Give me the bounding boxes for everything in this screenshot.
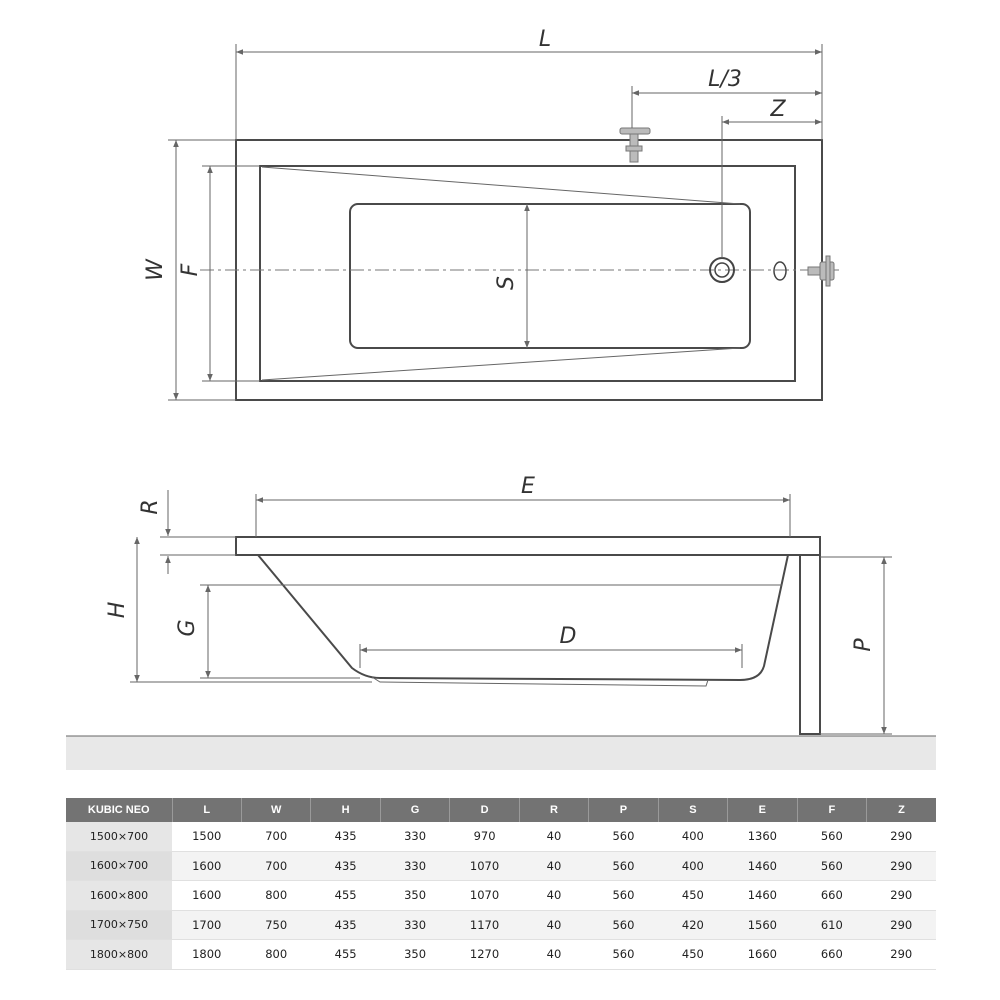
dim-label-r: R — [138, 499, 163, 515]
table-cell: 40 — [519, 940, 588, 970]
table-cell: 1600 — [172, 851, 241, 881]
table-cell: 1460 — [728, 851, 797, 881]
table-cell: 450 — [658, 881, 727, 911]
table-cell: 700 — [241, 851, 310, 881]
table-cell: 455 — [311, 940, 380, 970]
column-header: G — [380, 798, 449, 822]
model-cell: 1500×700 — [66, 822, 172, 851]
dim-label-z: Z — [770, 97, 786, 122]
table-cell: 560 — [589, 940, 658, 970]
table-cell: 700 — [241, 822, 310, 851]
table-cell: 1460 — [728, 881, 797, 911]
dimensions-table — [66, 798, 936, 970]
model-cell: 1800×800 — [66, 940, 172, 970]
table-cell: 1070 — [450, 851, 519, 881]
table-cell: 350 — [380, 940, 449, 970]
dim-label-d: D — [559, 624, 577, 649]
model-cell: 1600×800 — [66, 881, 172, 911]
model-cell: 1600×700 — [66, 851, 172, 881]
table-cell: 330 — [380, 851, 449, 881]
table-cell: 1070 — [450, 881, 519, 911]
dim-label-l3: L/3 — [708, 67, 742, 92]
table-row — [66, 881, 936, 911]
table-cell: 1600 — [172, 881, 241, 911]
column-header: F — [797, 798, 866, 822]
table-cell: 800 — [241, 940, 310, 970]
faucet-icon — [620, 128, 650, 162]
dim-label-e: E — [521, 474, 535, 499]
table-row — [66, 940, 936, 970]
column-header: S — [658, 798, 727, 822]
table-row — [66, 851, 936, 881]
table-cell: 970 — [450, 822, 519, 851]
dim-label-h: H — [105, 601, 130, 619]
table-cell: 560 — [589, 881, 658, 911]
table-cell: 290 — [867, 910, 936, 940]
table-cell: 400 — [658, 851, 727, 881]
table-cell: 800 — [241, 881, 310, 911]
side-view — [66, 474, 936, 770]
apron-panel — [800, 555, 820, 734]
table-cell: 290 — [867, 881, 936, 911]
table-header-row — [66, 798, 936, 822]
table-cell: 290 — [867, 822, 936, 851]
table-cell: 1700 — [172, 910, 241, 940]
table-cell: 1660 — [728, 940, 797, 970]
tub-body-profile — [258, 555, 788, 680]
table-cell: 560 — [797, 822, 866, 851]
table-cell: 560 — [797, 851, 866, 881]
table-cell: 1170 — [450, 910, 519, 940]
table-cell: 450 — [658, 940, 727, 970]
table-cell: 610 — [797, 910, 866, 940]
column-header: Z — [867, 798, 936, 822]
table-cell: 350 — [380, 881, 449, 911]
top-view — [143, 27, 840, 400]
table-cell: 660 — [797, 881, 866, 911]
dim-label-l: L — [538, 27, 552, 52]
table-cell: 560 — [589, 822, 658, 851]
overflow-icon — [774, 262, 786, 280]
table-cell: 1560 — [728, 910, 797, 940]
floor-strip — [66, 736, 936, 770]
table-cell: 1500 — [172, 822, 241, 851]
column-header: W — [241, 798, 310, 822]
dim-label-w: W — [143, 259, 168, 281]
table-row — [66, 822, 936, 851]
table-cell: 330 — [380, 910, 449, 940]
table-cell: 560 — [589, 851, 658, 881]
model-cell: 1700×750 — [66, 910, 172, 940]
table-cell: 400 — [658, 822, 727, 851]
table-cell: 750 — [241, 910, 310, 940]
table-cell: 40 — [519, 851, 588, 881]
column-header: P — [589, 798, 658, 822]
table-cell: 40 — [519, 881, 588, 911]
dim-label-f: F — [178, 263, 203, 277]
table-cell: 455 — [311, 881, 380, 911]
table-cell: 1360 — [728, 822, 797, 851]
table-cell: 290 — [867, 851, 936, 881]
table-row — [66, 910, 936, 940]
table-cell: 330 — [380, 822, 449, 851]
table-cell: 660 — [797, 940, 866, 970]
column-header: KUBIC NEO — [66, 798, 172, 822]
backrest-slope-line — [262, 167, 740, 204]
table-cell: 420 — [658, 910, 727, 940]
table-cell: 290 — [867, 940, 936, 970]
table-cell: 560 — [589, 910, 658, 940]
table-cell: 435 — [311, 822, 380, 851]
table-cell: 40 — [519, 822, 588, 851]
dim-label-g: G — [175, 619, 200, 637]
table-cell: 40 — [519, 910, 588, 940]
column-header: R — [519, 798, 588, 822]
column-header: D — [450, 798, 519, 822]
tub-bottom-flat — [350, 204, 750, 348]
tub-rim — [236, 537, 820, 555]
table-body — [66, 822, 936, 969]
table-cell: 435 — [311, 851, 380, 881]
dim-label-p: P — [851, 638, 876, 652]
table-cell: 435 — [311, 910, 380, 940]
table-cell: 1270 — [450, 940, 519, 970]
column-header: H — [311, 798, 380, 822]
table-cell: 1800 — [172, 940, 241, 970]
backrest-slope-line — [262, 348, 740, 380]
column-header: E — [728, 798, 797, 822]
column-header: L — [172, 798, 241, 822]
dim-label-s: S — [494, 276, 519, 290]
